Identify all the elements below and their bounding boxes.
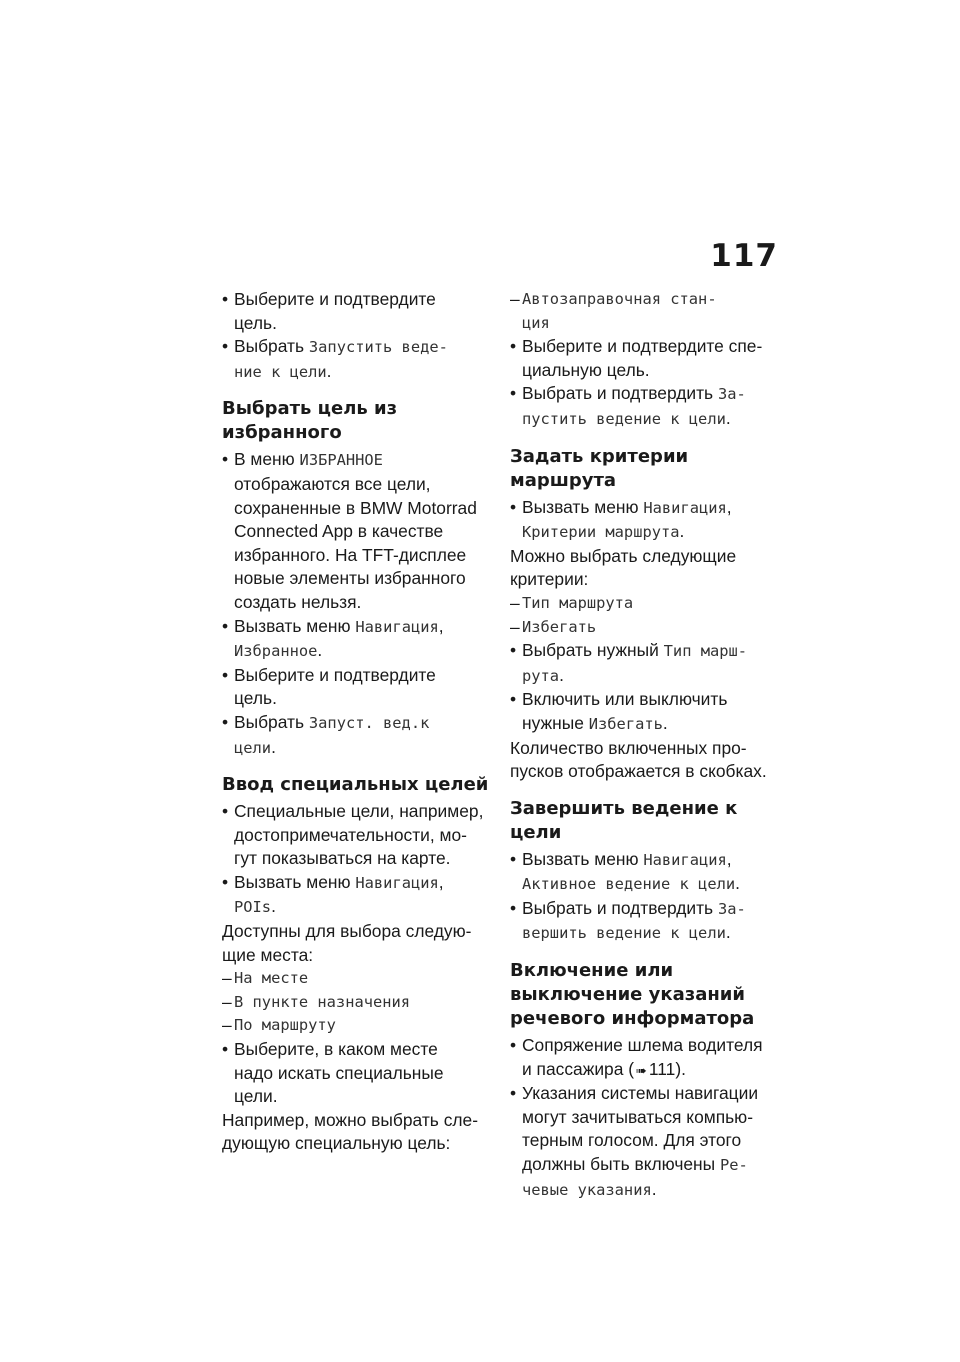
right-column (510, 288, 780, 1202)
paragraph-criteria: Можно выбрать следующие критерии: (510, 545, 737, 590)
bullet-select-confirm-special: • Выберите и подтвердите спе- циальную цель. (510, 336, 763, 380)
heading-special-destinations: Ввод специальных целей (222, 774, 489, 796)
bullet-helmet-pairing: • Сопряжение шлема водителя и пассажира ( ➠ 111). (510, 1034, 780, 1082)
heading-route-criteria: Задать критерии маршрута (510, 445, 689, 491)
paragraph-avoid-count: Количество включенных про- пусков отображается в скобках. (510, 737, 767, 782)
bullet-toggle-avoid: • Включить или выключить нужные Избегать. (510, 689, 728, 733)
bullet-favourites-menu: • В меню ИЗБРАННОЕ отображаются все цели, сохраненные в BMW Motorrad Connected App в качестве избранного. На TFT-дисплее новые элементы избранного создать нельзя. (222, 449, 477, 612)
dash-item-destination: – В пункте назначения (222, 991, 411, 1012)
bullet-special-destinations: • Специальные цели, например, достопримечательности, мо- гут показываться на карте. (222, 801, 484, 869)
dash-item-route: – По маршруту (222, 1015, 336, 1036)
page-reference-arrow-icon: ➠ (636, 1062, 647, 1078)
bullet-choose-place: • Выберите, в каком месте надо искать специальные цели. (222, 1039, 444, 1107)
bullet-choose-route-type: • Выбрать нужный Тип марш- рута. (510, 640, 748, 685)
paragraph-example: Например, можно выбрать сле- дующую специальную цель: (222, 1109, 478, 1154)
bullet-call-navigation-active: • Вызвать меню Навигация, Активное ведение к цели. (510, 848, 740, 894)
bullet-call-navigation-pois: • Вызвать меню Навигация, POIs. (222, 871, 444, 917)
bullet-call-navigation-favourites: • Вызвать меню Навигация, Избранное. (222, 615, 444, 661)
bullet-start-short: • Выбрать Запуст. вед.к цели. (222, 711, 430, 757)
left-column (222, 288, 494, 1156)
page-number: 117 (710, 238, 778, 274)
bullet-start-guidance-right: • Выбрать и подтвердить За- пустить ведение к цели. (510, 383, 746, 428)
paragraph-available-places: Доступны для выбора следую- щие места: (222, 921, 472, 965)
heading-end-guidance: Завершить ведение к цели (510, 797, 738, 843)
dash-item-here: – На месте (222, 968, 309, 989)
dash-item-avoid: – Избегать (510, 616, 597, 637)
bullet-select-confirm: • Выберите и подтвердите цель. (222, 289, 436, 333)
page-reference[interactable]: 111 (648, 1058, 676, 1079)
bullet-start-guidance: • Выбрать Запустить веде- ние к цели. (222, 336, 448, 381)
bullet-voice-instructions: • Указания системы навигации могут зачитываться компью- терным голосом. Для этого должны быть включены Ре- чевые указания. (510, 1083, 759, 1199)
heading-voice-guidance: Включение или выключение указаний речевого информатора (510, 960, 755, 1030)
bullet-call-navigation-criteria: • Вызвать меню Навигация, Критерии маршрута. (510, 496, 732, 542)
bullet-select-confirm-2: • Выберите и подтвердите цель. (222, 664, 436, 709)
bullet-end-guidance: • Выбрать и подтвердить За- вершить ведение к цели. (510, 897, 746, 943)
heading-favourites: Выбрать цель из избранного (222, 398, 398, 444)
dash-item-route-type: – Тип маршрута (510, 592, 634, 613)
dash-item-fuel-station: – Автозаправочная стан- ция (510, 289, 717, 332)
